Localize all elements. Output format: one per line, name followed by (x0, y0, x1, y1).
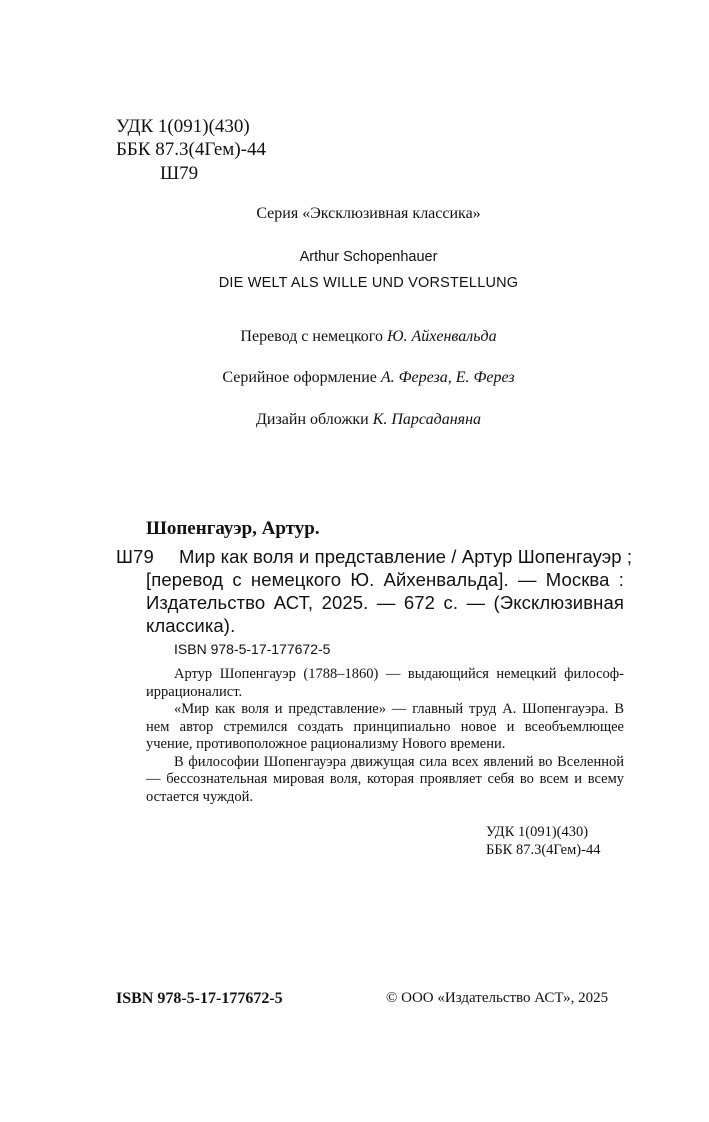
cover-designer: К. Парсаданяна (372, 411, 482, 428)
translation-credit (14, 328, 709, 346)
cover-design-label: Дизайн обложки (255, 411, 369, 428)
card-description-line-2: [перевод с немецкого Ю. Айхенвальда]. — Москва : (146, 569, 624, 590)
card-author-heading: Шопенгауэр, Артур. (146, 518, 320, 539)
card-isbn: ISBN 978-5-17-177672-5 (174, 641, 331, 657)
original-author: Arthur Schopenhauer (299, 249, 438, 265)
series-designers: А. Фереза, Е. Ферез (380, 369, 515, 386)
author-sign: Ш79 (160, 163, 199, 184)
series-design-credit (14, 369, 709, 387)
abstract-paragraph-2: «Мир как воля и представление» — главный труд А. Шопенгауэра. В нем автор стремился создать принципиально новое и всеобъемлющее учение, противоположное рационализму Нового времени. (146, 701, 624, 752)
cover-design-credit (14, 411, 709, 429)
footer-copyright: © ООО «Издательство АСТ», 2025 (386, 990, 609, 1006)
abstract-paragraph-1: Артур Шопенгауэр (1788–1860) — выдающийся немецкий философ-иррационалист. (146, 666, 624, 700)
udk-code: УДК 1(091)(430) (116, 116, 250, 137)
original-title: DIE WELT ALS WILLE UND VORSTELLUNG (218, 275, 519, 291)
translation-label: Перевод с немецкого (240, 328, 383, 345)
bbk-code: ББК 87.3(4Гем)-44 (116, 139, 266, 160)
abstract-paragraph-3: В философии Шопенгауэра движущая сила всех явлений во Вселенной — бессознательная мировая воля, которая проявляет себя во всем и всему остается чуждой. (146, 753, 624, 805)
series-design-label: Серийное оформление (222, 369, 377, 386)
card-abstract (146, 666, 624, 806)
card-author-sign: Ш79 (116, 546, 154, 567)
card-bbk-code: ББК 87.3(4Гем)-44 (486, 842, 601, 858)
footer-isbn: ISBN 978-5-17-177672-5 (116, 990, 283, 1007)
card-description-line-4: классика). (146, 615, 236, 636)
series-line: Серия «Эксклюзивная классика» (256, 205, 481, 222)
card-udk-code: УДК 1(091)(430) (486, 824, 589, 840)
translator-name: Ю. Айхенвальда (386, 328, 497, 345)
card-description-line-3: Издательство АСТ, 2025. — 672 с. — (Эксклюзивная (146, 592, 624, 613)
card-description-line-1: Мир как воля и представление / Артур Шопенгауэр ; (179, 546, 633, 567)
